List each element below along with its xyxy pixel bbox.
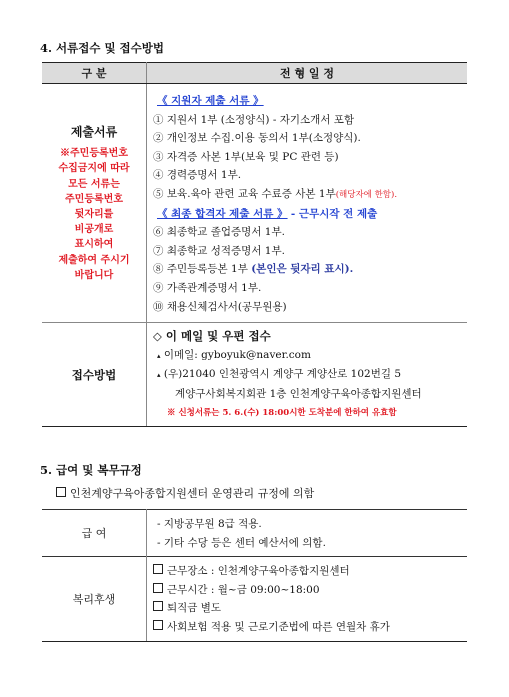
checkbox-square-icon <box>153 564 163 574</box>
salary-item: - 기타 수당 등은 센터 예산서에 의함. <box>157 536 326 549</box>
doc-item: ③ 자격증 사본 1부(보육 및 PC 관련 등) <box>153 150 339 163</box>
checkbox-square-icon <box>153 620 163 630</box>
finalist-docs-heading: 《 최종 합격자 제출 서류 》 <box>157 207 288 220</box>
documents-content <box>147 84 468 323</box>
notice-line: 주민등록번호 <box>65 193 123 205</box>
welfare-item: 퇴직금 별도 <box>167 602 222 615</box>
doc-item: ① 지원서 1부 (소정양식) - 자기소개서 포함 <box>153 113 355 126</box>
applicant-docs-heading: 《 지원자 제출 서류 》 <box>157 95 264 107</box>
bullet-icon: ▴ <box>157 351 161 360</box>
checkbox-square-icon <box>153 583 163 593</box>
welfare-item: 사회보험 적용 및 근로기준법에 따른 연월차 휴가 <box>167 620 390 633</box>
doc-item: ④ 경력증명서 1부. <box>153 169 242 182</box>
doc-item: ⑩ 채용신체검사서(공무원용) <box>153 300 287 313</box>
section-4-title: 4. 서류접수 및 접수방법 <box>40 41 164 55</box>
regulation-text: 인천계양구육아종합지원센터 운영관리 규정에 의함 <box>70 487 315 500</box>
doc-item-note: (본인은 뒷자리 표시). <box>251 263 354 276</box>
documents-label-cell <box>42 84 147 323</box>
finalist-docs-deadline: - 근무시작 전 제출 <box>290 207 378 220</box>
welfare-label: 복리후생 <box>42 557 147 642</box>
notice-line: 바랍니다 <box>74 269 114 281</box>
doc-item: ⑤ 보육․육아 관련 교육 수료증 사본 1부 <box>153 187 336 200</box>
email-address: 이메일: gyboyuk@naver.com <box>163 348 311 361</box>
notice-line: 수집금지에 따라 <box>58 163 130 175</box>
notice-line: 비공개로 <box>74 224 114 236</box>
notice-line: 뒷자리를 <box>74 208 114 220</box>
submission-method-content <box>147 323 468 427</box>
notice-line: ※주민등록번호 <box>60 148 128 160</box>
deadline-notice: ※ 신청서류는 5. 6.(수) 18:00시한 도착분에 한하여 유효함 <box>167 407 397 418</box>
doc-item: ⑦ 최종학교 성적증명서 1부. <box>153 244 285 257</box>
doc-item: ② 개인정보 수집․이용 동의서 1부(소정양식). <box>153 132 361 145</box>
notice-line: 모든 서류는 <box>68 178 120 190</box>
doc-item-note: (해당자에 한함). <box>335 189 398 200</box>
section-5-title: 5. 급여 및 복무규정 <box>40 463 142 477</box>
application-table <box>42 62 467 427</box>
notice-line: 표시하여 <box>74 239 114 251</box>
salary-label: 급 여 <box>42 510 147 557</box>
checkbox-square-icon <box>56 487 66 497</box>
regulation-line <box>56 485 314 501</box>
welfare-content <box>147 557 468 642</box>
submission-heading: ◇ 이 메일 및 우편 접수 <box>153 329 271 344</box>
notice-line: 제출하여 주시기 <box>58 254 130 266</box>
postal-address-line1: (우)21040 인천광역시 계양구 계양산로 102번길 5 <box>163 368 402 381</box>
doc-item: ⑨ 가족관계증명서 1부. <box>153 281 262 294</box>
bullet-icon: ▴ <box>157 371 161 380</box>
checkbox-square-icon <box>153 601 163 611</box>
doc-item: ⑧ 주민등록등본 1부 <box>153 263 252 276</box>
header-category: 구 분 <box>42 63 147 84</box>
salary-table <box>42 509 467 642</box>
welfare-item: 근무시간 : 월~금 09:00~18:00 <box>167 583 320 596</box>
doc-item: ⑥ 최종학교 졸업증명서 1부. <box>153 226 285 239</box>
salary-item: - 지방공무원 8급 적용. <box>157 518 262 530</box>
submission-method-label: 접수방법 <box>42 323 147 427</box>
documents-label: 제출서류 <box>70 125 118 140</box>
resident-number-notice <box>42 146 146 283</box>
salary-content <box>147 510 468 557</box>
welfare-item: 근무장소 : 인천계양구육아종합지원센터 <box>167 565 350 578</box>
header-schedule: 전 형 일 정 <box>147 63 468 84</box>
postal-address-line2: 계양구사회복지회관 1층 인천계양구육아종합지원센터 <box>175 387 422 400</box>
